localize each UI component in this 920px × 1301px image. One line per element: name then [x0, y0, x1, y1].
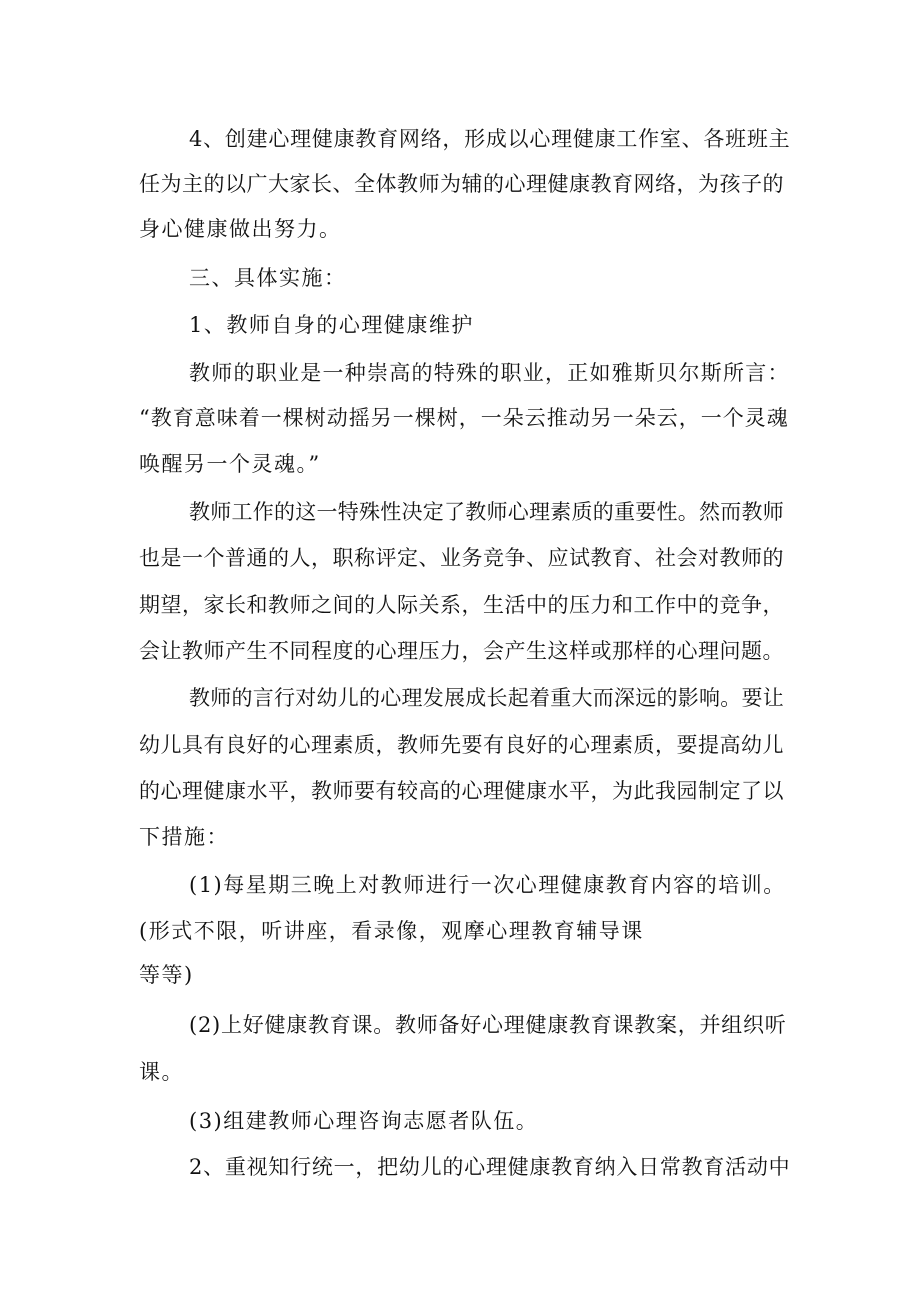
section-heading: 三、具体实施：	[189, 266, 347, 290]
text-line: 身心健康做出努力。	[139, 217, 342, 241]
text-line: 下措施：	[139, 825, 229, 849]
text-line: 4、创建心理健康教育网络，形成以心理健康工作室、各班班主	[189, 127, 791, 151]
list-item: (2)上好健康教育课。教师备好心理健康教育课教案，并组织听	[189, 1013, 787, 1037]
text-line: 课。	[139, 1060, 184, 1084]
text-line: 教师的言行对幼儿的心理发展成长起着重大而深远的影响。要让	[189, 686, 784, 710]
text-line: 期望，家长和教师之间的人际关系，生活中的压力和工作中的竞争，	[139, 593, 784, 617]
list-item: (3)组建教师心理咨询志愿者队伍。	[189, 1109, 539, 1133]
text-line: (形式不限，听讲座，看录像，观摩心理教育辅导课	[139, 919, 644, 943]
text-line: 也是一个普通的人，职称评定、业务竞争、应试教育、社会对教师的	[139, 546, 784, 570]
text-line: 等等)	[139, 963, 194, 987]
subsection-heading: 2、重视知行统一，把幼儿的心理健康教育纳入日常教育活动中	[189, 1155, 791, 1179]
text-line: 的心理健康水平，教师要有较高的心理健康水平，为此我园制定了以	[139, 779, 784, 803]
text-line: “教育意味着一棵树动摇另一棵树，一朵云推动另一朵云，一个灵魂	[139, 406, 789, 430]
list-item: (1)每星期三晚上对教师进行一次心理健康教育内容的培训。	[189, 873, 786, 897]
text-line: 会让教师产生不同程度的心理压力，会产生这样或那样的心理问题。	[139, 639, 784, 663]
text-line: 教师的职业是一种崇高的特殊的职业，正如雅斯贝尔斯所言：	[189, 361, 790, 385]
text-line: 唤醒另一个灵魂。”	[139, 452, 321, 476]
text-line: 教师工作的这一特殊性决定了教师心理素质的重要性。然而教师	[189, 500, 784, 524]
text-line: 任为主的以广大家长、全体教师为辅的心理健康教育网络，为孩子的	[139, 172, 784, 196]
text-line: 幼儿具有良好的心理素质，教师先要有良好的心理素质，要提高幼儿	[139, 733, 784, 757]
subsection-heading: 1、教师自身的心理健康维护	[189, 313, 474, 337]
